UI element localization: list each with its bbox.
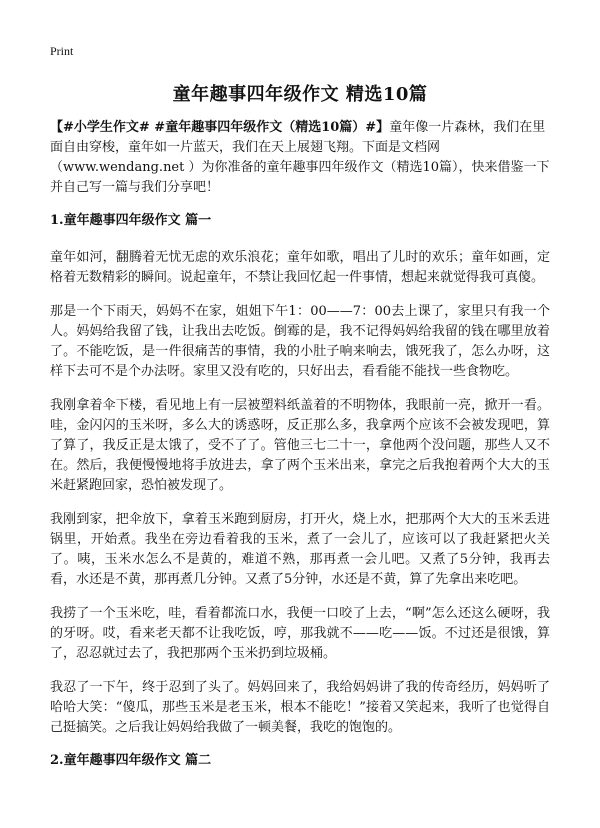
page-title: 童年趣事四年级作文 精选10篇 [172, 84, 428, 105]
intro-text: 童年像一片森林，我们在里面自由穿梭，童年如一片蓝天，我们在天上展翅飞翔。下面是文档网（www.wendang.net ）为你准备的童年趣事四年级作文（精选10篇），快来借鉴一下并自己写一篇与我们分享吧！ [50, 120, 550, 195]
paragraph: 我忍了一下午，终于忍到了头了。妈妈回来了，我给妈妈讲了我的传奇经历，妈妈听了哈哈大笑：“傻瓜，那些玉米是老玉米，根本不能吃！”接着又笑起来，我听了也觉得自己挺搞笑。之后我让妈妈给我做了一顿美餐，我吃的饱饱的。 [50, 680, 550, 735]
print-label: Print [50, 44, 74, 58]
section-heading-2: 2.童年趣事四年级作文 篇二 [50, 753, 212, 768]
document-body [50, 118, 550, 788]
intro-paragraph [50, 118, 550, 198]
paragraph: 那是一个下雨天，妈妈不在家，姐姐下午1：00——7：00去上课了，家里只有我一个人。妈妈给我留了钱，让我出去吃饭。倒霉的是，我不记得妈妈给我留的钱在哪里放着了。不能吃饭，是一件很痛苦的事情，我的小肚子响来响去，饿死我了，怎么办呀，这样下去可不是个办法呀。家里又没有吃的，只好出去，看看能不能找一些食物吃。 [50, 304, 550, 379]
paragraph: 我刚拿着伞下楼，看见地上有一层被塑料纸盖着的不明物体，我眼前一亮，掀开一看。哇，金闪闪的玉米呀，多么大的诱惑呀，反正那么多，我拿两个应该不会被发现吧，算了算了，我反正是太饿了，受不了了。管他三七二十一，拿他两个没问题，那些人又不在。然后，我便慢慢地将手放进去，拿了两个玉米出来，拿完之后我抱着两个大大的玉米赶紧跑回家，恐怕被发现了。 [50, 398, 550, 493]
paragraph: 我刚到家，把伞放下，拿着玉米跑到厨房，打开火，烧上水，把那两个大大的玉米丢进锅里，开始煮。我坐在旁边看着我的玉米，煮了一会儿了，应该可以了我赶紧把火关了。咦，玉米水怎么不是黄的，难道不熟，那再煮一会儿吧。又煮了5分钟，我再去看，水还是不黄，那再煮几分钟。又煮了5分钟，水还是不黄，算了先拿出来吃吧。 [50, 512, 550, 587]
paragraph: 童年如河，翻腾着无忧无虑的欢乐浪花；童年如歌，唱出了儿时的欢乐；童年如画，定格着无数精彩的瞬间。说起童年，不禁让我回忆起一件事情，想起来就觉得我可真傻。 [50, 250, 550, 285]
paragraph: 我捞了一个玉米吃，哇，看着都流口水，我便一口咬了上去，“啊”怎么还这么硬呀，我的牙呀。哎，看来老天都不让我吃饭，哼，那我就不——吃——饭。不过还是很饿，算了，忍忍就过去了，我把那两个玉米扔到垃圾桶。 [50, 606, 550, 661]
section-heading-1: 1.童年趣事四年级作文 篇一 [50, 213, 212, 228]
intro-tag: 【#小学生作文# #童年趣事四年级作文（精选10篇）#】 [50, 120, 390, 135]
